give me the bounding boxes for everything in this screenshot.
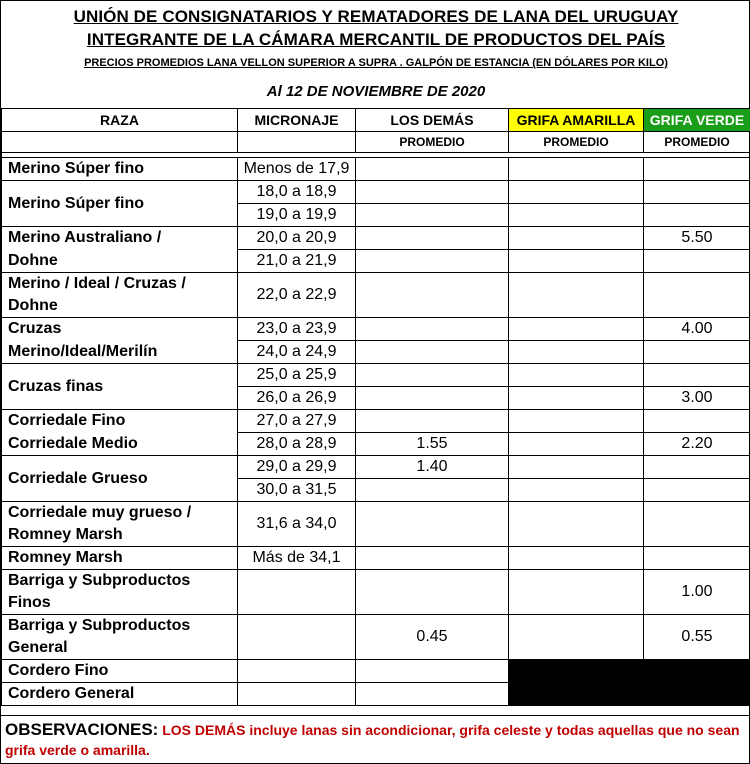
grifa-amarilla-cell bbox=[509, 204, 644, 227]
grifa-verde-cell bbox=[644, 547, 750, 570]
table-row bbox=[2, 181, 750, 204]
raza-cell: Romney Marsh bbox=[2, 547, 238, 570]
micronaje-cell: Menos de 17,9 bbox=[238, 158, 356, 181]
raza-line: General bbox=[8, 639, 68, 656]
raza-line: Barriga y Subproductos bbox=[8, 617, 191, 634]
grifa-verde-cell bbox=[644, 181, 750, 204]
subheader-promedio-grifa-amarilla: PROMEDIO bbox=[509, 132, 644, 153]
los-demas-cell bbox=[356, 683, 509, 706]
los-demas-cell bbox=[356, 158, 509, 181]
observations-label: OBSERVACIONES: bbox=[5, 720, 159, 739]
raza-cell: Corriedale Grueso bbox=[2, 456, 238, 502]
raza-cell bbox=[2, 502, 238, 547]
los-demas-cell bbox=[356, 273, 509, 318]
grifa-verde-cell: 0.55 bbox=[644, 615, 750, 660]
table-row bbox=[2, 410, 750, 433]
table-header-row bbox=[2, 109, 750, 132]
raza-line: Merino / Ideal / Cruzas / bbox=[8, 275, 186, 292]
grifa-amarilla-cell bbox=[509, 273, 644, 318]
table-row bbox=[2, 364, 750, 387]
table-row bbox=[2, 341, 750, 364]
grifa-verde-cell bbox=[644, 456, 750, 479]
column-header-los-demas: LOS DEMÁS bbox=[356, 109, 509, 132]
observations bbox=[5, 720, 745, 760]
column-header-micronaje: MICRONAJE bbox=[238, 109, 356, 132]
grifa-amarilla-cell bbox=[509, 570, 644, 615]
micronaje-cell bbox=[238, 570, 356, 615]
blank-cell bbox=[238, 132, 356, 153]
raza-cell: Corriedale Fino bbox=[2, 410, 238, 433]
header-title: UNIÓN DE CONSIGNATARIOS Y REMATADORES DE LANA DEL URUGUAY bbox=[73, 7, 679, 26]
los-demas-cell bbox=[356, 341, 509, 364]
blank-cell bbox=[2, 132, 238, 153]
grifa-amarilla-cell bbox=[509, 502, 644, 547]
micronaje-cell: 23,0 a 23,9 bbox=[238, 318, 356, 341]
raza-cell: Merino/Ideal/Merilín bbox=[2, 341, 238, 364]
los-demas-cell bbox=[356, 181, 509, 204]
grifa-amarilla-cell bbox=[509, 433, 644, 456]
raza-cell: Corriedale Medio bbox=[2, 433, 238, 456]
raza-cell bbox=[2, 615, 238, 660]
micronaje-cell: 22,0 a 22,9 bbox=[238, 273, 356, 318]
table-row bbox=[2, 158, 750, 181]
grifa-verde-cell: 1.00 bbox=[644, 570, 750, 615]
grifa-verde-cell bbox=[644, 364, 750, 387]
los-demas-cell bbox=[356, 660, 509, 683]
grifa-verde-cell bbox=[644, 158, 750, 181]
raza-line: Corriedale muy grueso / bbox=[8, 504, 192, 521]
grifa-verde-cell: 2.20 bbox=[644, 433, 750, 456]
los-demas-cell bbox=[356, 318, 509, 341]
raza-cell: Cordero General bbox=[2, 683, 238, 706]
los-demas-cell bbox=[356, 364, 509, 387]
micronaje-cell bbox=[238, 660, 356, 683]
raza-cell bbox=[2, 273, 238, 318]
micronaje-cell: 21,0 a 21,9 bbox=[238, 250, 356, 273]
micronaje-cell: 27,0 a 27,9 bbox=[238, 410, 356, 433]
column-header-grifa-amarilla: GRIFA AMARILLA bbox=[509, 109, 644, 132]
grifa-amarilla-cell bbox=[509, 181, 644, 204]
header-description: PRECIOS PROMEDIOS LANA VELLON SUPERIOR A SUPRA . GALPÓN DE ESTANCIA (EN DÓLARES POR KILO) bbox=[84, 57, 668, 69]
los-demas-cell bbox=[356, 227, 509, 250]
grifa-amarilla-cell bbox=[509, 227, 644, 250]
grifa-verde-cell: 4.00 bbox=[644, 318, 750, 341]
grifa-verde-cell: 3.00 bbox=[644, 387, 750, 410]
micronaje-cell: 24,0 a 24,9 bbox=[238, 341, 356, 364]
micronaje-cell: 25,0 a 25,9 bbox=[238, 364, 356, 387]
los-demas-cell bbox=[356, 250, 509, 273]
raza-line: Barriga y Subproductos bbox=[8, 572, 191, 589]
micronaje-cell: 30,0 a 31,5 bbox=[238, 479, 356, 502]
los-demas-cell bbox=[356, 547, 509, 570]
micronaje-cell: 29,0 a 29,9 bbox=[238, 456, 356, 479]
los-demas-cell bbox=[356, 502, 509, 547]
raza-cell: Cordero Fino bbox=[2, 660, 238, 683]
raza-cell: Merino Súper fino bbox=[2, 181, 238, 227]
micronaje-cell: 26,0 a 26,9 bbox=[238, 387, 356, 410]
micronaje-cell bbox=[238, 683, 356, 706]
grifa-amarilla-cell bbox=[509, 158, 644, 181]
los-demas-cell: 1.40 bbox=[356, 456, 509, 479]
table-row bbox=[2, 502, 750, 547]
raza-line: Finos bbox=[8, 594, 51, 611]
column-header-grifa-verde: GRIFA VERDE bbox=[644, 109, 750, 132]
raza-cell: Dohne bbox=[2, 250, 238, 273]
table-row bbox=[2, 318, 750, 341]
los-demas-cell: 0.45 bbox=[356, 615, 509, 660]
micronaje-cell: 18,0 a 18,9 bbox=[238, 181, 356, 204]
los-demas-cell bbox=[356, 387, 509, 410]
grifa-verde-cell bbox=[644, 250, 750, 273]
table-row bbox=[2, 570, 750, 615]
los-demas-cell bbox=[356, 479, 509, 502]
grifa-amarilla-cell bbox=[509, 410, 644, 433]
table-row bbox=[2, 615, 750, 660]
grifa-amarilla-cell bbox=[509, 341, 644, 364]
grifa-verde-cell bbox=[644, 204, 750, 227]
table-subheader-row bbox=[2, 132, 750, 153]
grifa-verde-cell bbox=[644, 502, 750, 547]
grifa-amarilla-cell bbox=[509, 250, 644, 273]
grifa-amarilla-cell bbox=[509, 547, 644, 570]
raza-cell: Merino Australiano / bbox=[2, 227, 238, 250]
table-row bbox=[2, 456, 750, 479]
grifa-verde-cell bbox=[644, 410, 750, 433]
raza-line: Dohne bbox=[8, 297, 58, 314]
micronaje-cell: 19,0 a 19,9 bbox=[238, 204, 356, 227]
micronaje-cell: 28,0 a 28,9 bbox=[238, 433, 356, 456]
grifa-verde-cell bbox=[644, 273, 750, 318]
grifa-amarilla-cell bbox=[509, 456, 644, 479]
raza-cell bbox=[2, 570, 238, 615]
los-demas-cell bbox=[356, 570, 509, 615]
micronaje-cell: 20,0 a 20,9 bbox=[238, 227, 356, 250]
micronaje-cell: Más de 34,1 bbox=[238, 547, 356, 570]
observations-text: LOS DEMÁS incluye lanas sin acondicionar, grifa celeste y todas aquellas que no sean grifa verde o amarilla. bbox=[5, 722, 740, 758]
los-demas-cell bbox=[356, 204, 509, 227]
table-row bbox=[2, 547, 750, 570]
header-subtitle: INTEGRANTE DE LA CÁMARA MERCANTIL DE PRODUCTOS DEL PAÍS bbox=[86, 30, 666, 49]
raza-cell: Merino Súper fino bbox=[2, 158, 238, 181]
subheader-promedio-grifa-verde: PROMEDIO bbox=[644, 132, 750, 153]
raza-line: Romney Marsh bbox=[8, 526, 123, 543]
column-header-raza: RAZA bbox=[2, 109, 238, 132]
grifa-verde-cell bbox=[644, 479, 750, 502]
raza-cell: Cruzas bbox=[2, 318, 238, 341]
grifa-verde-cell bbox=[644, 341, 750, 364]
table-row bbox=[2, 660, 750, 683]
table-row bbox=[2, 250, 750, 273]
grifa-verde-cell: 5.50 bbox=[644, 227, 750, 250]
los-demas-cell: 1.55 bbox=[356, 433, 509, 456]
grifa-amarilla-cell bbox=[509, 387, 644, 410]
micronaje-cell: 31,6 a 34,0 bbox=[238, 502, 356, 547]
report-date: Al 12 DE NOVIEMBRE DE 2020 bbox=[266, 83, 486, 100]
micronaje-cell bbox=[238, 615, 356, 660]
table-row bbox=[2, 227, 750, 250]
table-row bbox=[2, 273, 750, 318]
grifa-amarilla-cell bbox=[509, 364, 644, 387]
raza-cell: Cruzas finas bbox=[2, 364, 238, 410]
table-row bbox=[2, 433, 750, 456]
not-applicable-block bbox=[509, 660, 750, 706]
prices-table bbox=[1, 108, 750, 706]
grifa-amarilla-cell bbox=[509, 318, 644, 341]
los-demas-cell bbox=[356, 410, 509, 433]
subheader-promedio-los-demas: PROMEDIO bbox=[356, 132, 509, 153]
grifa-amarilla-cell bbox=[509, 479, 644, 502]
grifa-amarilla-cell bbox=[509, 615, 644, 660]
